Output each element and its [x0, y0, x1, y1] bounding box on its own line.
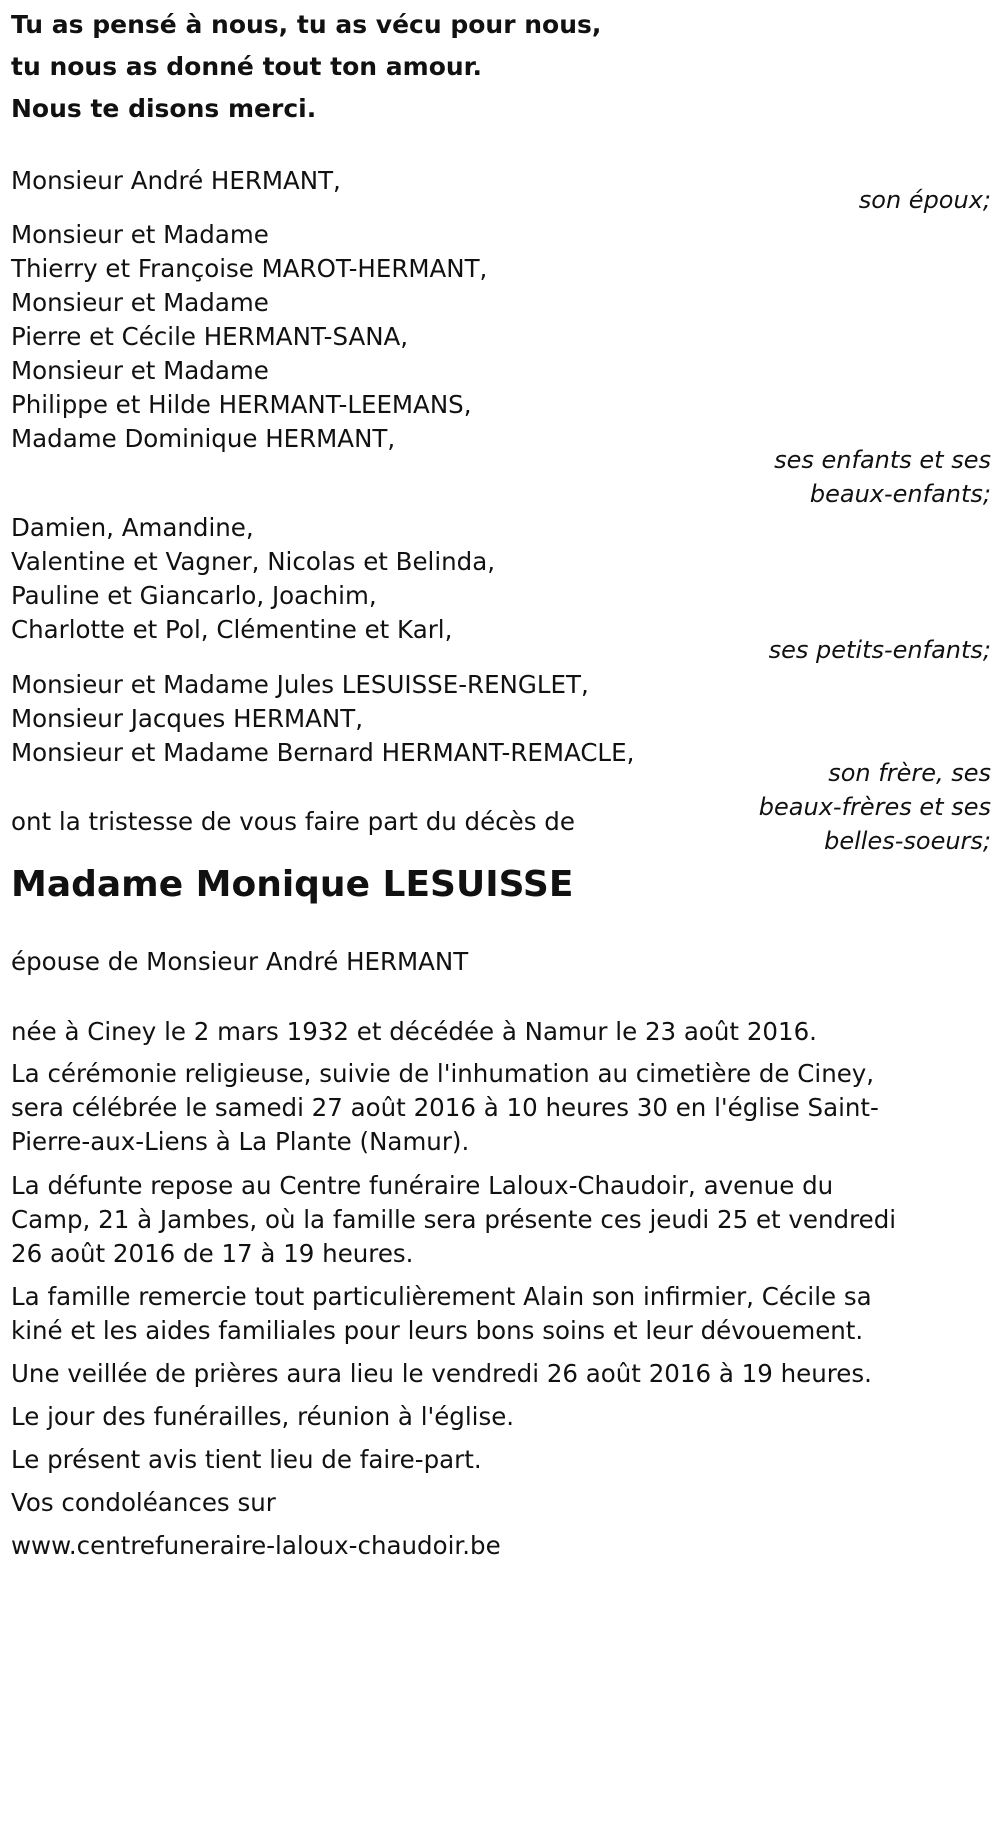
siblings-relation: son frère, ses — [828, 759, 991, 787]
deceased-spouse-line: épouse de Monsieur André HERMANT — [11, 947, 469, 976]
details-line: sera célébrée le samedi 27 août 2016 à 10 heures 30 en l'église Saint- — [11, 1093, 879, 1122]
poem-line-1: Tu as pensé à nous, tu as vécu pour nous, — [11, 10, 602, 39]
details-line: Le présent avis tient lieu de faire-part. — [11, 1445, 482, 1474]
children-line: Madame Dominique HERMANT, — [11, 424, 396, 453]
children-relation: ses enfants et ses — [774, 446, 991, 474]
children-relation: beaux-enfants; — [809, 480, 991, 508]
siblings-line: Monsieur et Madame Jules LESUISSE-RENGLET, — [11, 670, 589, 699]
grandchildren-relation: ses petits-enfants; — [768, 636, 991, 664]
details-line: Pierre-aux-Liens à La Plante (Namur). — [11, 1127, 470, 1156]
siblings-line: Monsieur Jacques HERMANT, — [11, 704, 364, 733]
siblings-relation: beaux-frères et ses — [758, 793, 991, 821]
details-line: Camp, 21 à Jambes, où la famille sera présente ces jeudi 25 et vendredi — [11, 1205, 897, 1234]
details-line: 26 août 2016 de 17 à 19 heures. — [11, 1239, 414, 1268]
siblings-relation: belles-soeurs; — [824, 827, 991, 855]
siblings-line: Monsieur et Madame Bernard HERMANT-REMACLE, — [11, 738, 635, 767]
grandchildren-line: Charlotte et Pol, Clémentine et Karl, — [11, 615, 453, 644]
spouse-name: Monsieur André HERMANT, — [11, 166, 341, 195]
deceased-name: Madame Monique LESUISSE — [11, 864, 574, 905]
details-line: née à Ciney le 2 mars 1932 et décédée à Namur le 23 août 2016. — [11, 1017, 817, 1046]
details-line: Vos condoléances sur — [11, 1488, 276, 1517]
children-line: Pierre et Cécile HERMANT-SANA, — [11, 322, 409, 351]
poem-line-2: tu nous as donné tout ton amour. — [11, 52, 482, 81]
website-link[interactable]: www.centrefuneraire-laloux-chaudoir.be — [11, 1531, 501, 1560]
details-line: kiné et les aides familiales pour leurs bons soins et leur dévouement. — [11, 1316, 864, 1345]
children-line: Philippe et Hilde HERMANT-LEEMANS, — [11, 390, 472, 419]
details-line: Une veillée de prières aura lieu le vendredi 26 août 2016 à 19 heures. — [11, 1359, 872, 1388]
grandchildren-line: Damien, Amandine, — [11, 513, 254, 542]
details-line: La défunte repose au Centre funéraire Laloux-Chaudoir, avenue du — [11, 1171, 834, 1200]
children-line: Thierry et Françoise MAROT-HERMANT, — [11, 254, 488, 283]
children-line: Monsieur et Madame — [11, 220, 269, 249]
poem-line-3: Nous te disons merci. — [11, 94, 317, 123]
details-line: La cérémonie religieuse, suivie de l'inhumation au cimetière de Ciney, — [11, 1059, 875, 1088]
details-line: Le jour des funérailles, réunion à l'église. — [11, 1402, 515, 1431]
details-line: La famille remercie tout particulièrement Alain son infirmier, Cécile sa — [11, 1282, 872, 1311]
spouse-relation: son époux; — [858, 186, 991, 214]
children-line: Monsieur et Madame — [11, 356, 269, 385]
grandchildren-line: Pauline et Giancarlo, Joachim, — [11, 581, 377, 610]
grandchildren-line: Valentine et Vagner, Nicolas et Belinda, — [11, 547, 496, 576]
announcement: ont la tristesse de vous faire part du décès de — [11, 807, 575, 836]
children-line: Monsieur et Madame — [11, 288, 269, 317]
